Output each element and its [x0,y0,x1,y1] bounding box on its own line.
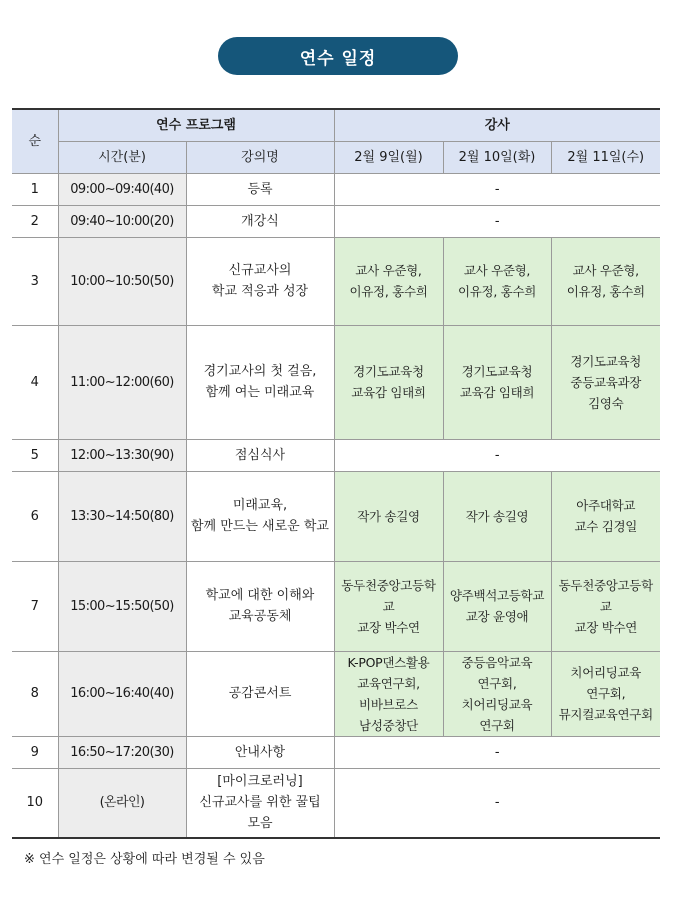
row-instructor-day1-line: 작가 송길영 [357,508,420,524]
row-instructor-day3-line: 동두천중앙고등학교 [558,577,653,614]
row-instructor-day1-line: 교사 우준형, [355,263,422,278]
row-instructor-merged: - [334,205,660,237]
row-lecture-line: 등록 [247,181,273,197]
row-no: 2 [12,205,58,237]
row-instructor-day2-line: 교육감 임태희 [459,385,535,400]
row-lecture-line: 신규교사의 [228,263,292,278]
row-instructor-day3-line: 교사 우준형, [572,263,639,278]
row-lecture-line: 함께 여는 미래교육 [205,385,315,400]
header-lecture: 강의명 [186,141,334,173]
table-row [12,561,660,651]
row-lecture-line: [마이크로러닝] [217,774,303,790]
row-instructor-merged: - [334,439,660,471]
row-time: 10:00~10:50(50) [58,237,186,325]
row-lecture-line: 모음 [247,816,273,832]
header-day2: 2월 10일(화) [443,141,551,173]
row-lecture-line: 학교에 대한 이해와 [205,588,315,603]
header-day3: 2월 11일(수) [551,141,660,173]
row-instructor-day1 [334,237,443,325]
table-row [12,237,660,325]
row-instructor-day3-line: 이유정, 홍수희 [566,284,645,299]
table-row [12,173,660,205]
row-lecture [186,651,334,736]
row-time: 16:50~17:20(30) [58,736,186,768]
row-instructor-day3 [551,651,660,736]
row-instructor-day3-line: 교장 박수연 [574,619,638,635]
row-instructor-day1-line: 이유정, 홍수희 [349,284,428,299]
header-time: 시간(분) [58,141,186,173]
row-instructor-day1-line: 남성중창단 [359,717,418,733]
row-instructor-merged: - [334,173,660,205]
row-instructor-day2-line: 교장 윤영애 [465,609,529,624]
row-instructor-day1 [334,651,443,736]
row-instructor-day2-line: 교사 우준형, [463,263,531,278]
row-lecture [186,736,334,768]
row-time: 09:40~10:00(20) [58,205,186,237]
row-instructor-merged: - [334,736,660,768]
row-instructor-day2-line: 치어리딩교육 [461,696,533,712]
row-lecture-line: 개강식 [241,213,279,229]
row-instructor-day3-line: 경기도교육청 [570,353,642,369]
row-lecture-line: 안내사항 [234,744,286,760]
row-instructor-day1 [334,325,443,439]
row-time: 12:00~13:30(90) [58,439,186,471]
row-lecture [186,439,334,471]
row-lecture [186,237,334,325]
row-no: 4 [12,325,58,439]
row-instructor-day3-line: 뮤지컬교육연구회 [558,707,653,722]
page-title: 연수 일정 [218,37,458,75]
table-row [12,325,660,439]
row-no: 7 [12,561,58,651]
row-instructor-day3-line: 아주대학교 [576,498,636,513]
row-lecture-line: 학교 적응과 성장 [211,284,309,299]
row-instructor-day2-line: 연구회, [477,675,517,691]
table-row [12,768,660,838]
header-program: 연수 프로그램 [58,109,334,141]
row-time: 09:00~09:40(40) [58,173,186,205]
row-no: 1 [12,173,58,205]
row-instructor-day2 [443,651,551,736]
row-time: 15:00~15:50(50) [58,561,186,651]
row-instructor-day3-line: 중등교육과장 [570,374,642,390]
table-row [12,439,660,471]
row-lecture [186,205,334,237]
row-instructor-day1-line: 교육감 임태희 [351,385,426,400]
row-instructor-day3 [551,237,660,325]
row-lecture [186,471,334,561]
row-lecture-line: 함께 만드는 새로운 학교 [191,519,329,534]
footnote: ※ 연수 일정은 상황에 따라 변경될 수 있음 [24,852,265,867]
row-lecture-line: 미래교육, [232,498,288,513]
schedule-body [12,173,660,838]
row-instructor-day3 [551,471,660,561]
row-instructor-merged: - [334,768,660,838]
row-no: 10 [12,768,58,838]
row-lecture [186,325,334,439]
row-instructor-day3-line: 치어리딩교육 [570,665,642,680]
row-no: 6 [12,471,58,561]
row-instructor-day2-line: 연구회 [479,717,515,733]
row-time: (온라인) [58,768,186,838]
row-lecture [186,173,334,205]
row-time: 13:30~14:50(80) [58,471,186,561]
row-instructor-day2-line: 경기도교육청 [461,364,533,379]
row-lecture [186,768,334,838]
row-no: 8 [12,651,58,736]
row-instructor-day1-line: 교육연구회, [357,675,420,691]
table-row [12,651,660,736]
row-instructor-day2-line: 중등음악교육 [461,654,533,670]
row-instructor-day3-line: 연구회, [586,686,626,701]
row-instructor-day2 [443,325,551,439]
row-instructor-day1 [334,561,443,651]
row-no: 3 [12,237,58,325]
row-instructor-day1-line: K-POP댄스활용 [347,654,430,670]
row-time: 11:00~12:00(60) [58,325,186,439]
row-instructor-day2-line: 이유정, 홍수희 [458,284,536,299]
row-instructor-day2-line: 작가 송길영 [465,508,529,524]
row-lecture-line: 점심식사 [234,447,286,463]
row-instructor-day1-line: 경기도교육청 [353,364,424,379]
row-instructor-day2 [443,471,551,561]
row-lecture [186,561,334,651]
row-instructor-day2-line: 양주백석고등학교 [449,588,545,603]
row-lecture-line: 교육공동체 [228,609,292,624]
row-instructor-day2 [443,561,551,651]
table-row [12,205,660,237]
schedule-table [12,108,660,839]
row-instructor-day1-line: 교장 박수연 [357,619,420,635]
row-time: 16:00~16:40(40) [58,651,186,736]
header-day1: 2월 9일(월) [334,141,443,173]
row-lecture-line: 신규교사를 위한 꿀팁 [199,795,321,811]
row-lecture-line: 경기교사의 첫 걸음, [203,364,317,379]
table-row [12,736,660,768]
header-instructor: 강사 [334,109,660,141]
row-no: 9 [12,736,58,768]
header-no: 순 [12,109,58,173]
row-instructor-day3 [551,325,660,439]
row-instructor-day1 [334,471,443,561]
row-instructor-day2 [443,237,551,325]
row-lecture-line: 공감콘서트 [228,686,292,701]
row-no: 5 [12,439,58,471]
row-instructor-day1-line: 동두천중앙고등학교 [341,577,436,614]
table-row [12,471,660,561]
row-instructor-day1-line: 비바브로스 [359,696,418,712]
row-instructor-day3-line: 김영숙 [588,395,624,411]
row-instructor-day3 [551,561,660,651]
row-instructor-day3-line: 교수 김경일 [574,519,638,534]
